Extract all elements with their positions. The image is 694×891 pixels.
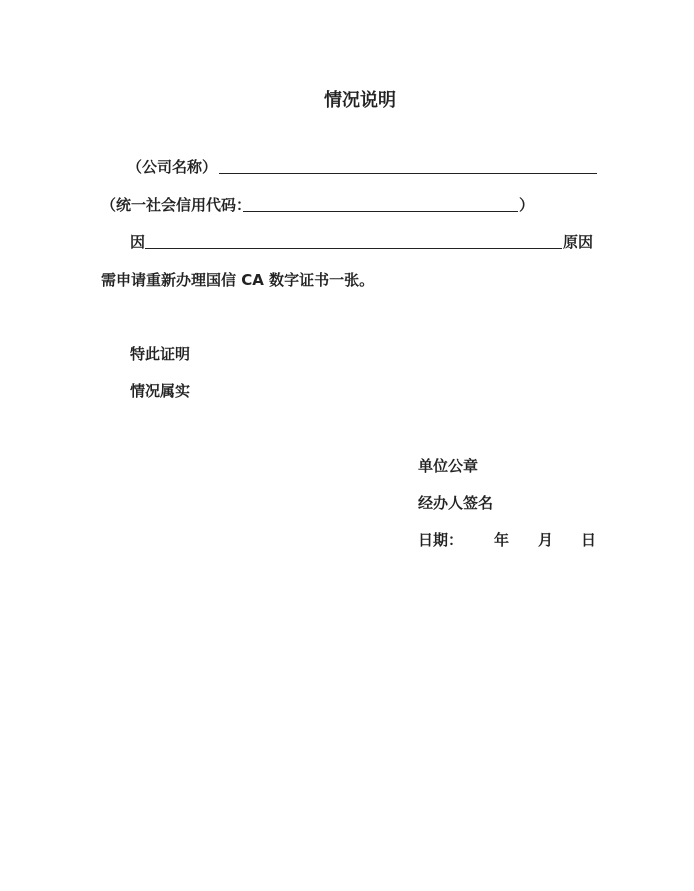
date-label: 日期：	[418, 531, 464, 549]
credit-code-label: （统一社会信用代码：	[101, 196, 252, 214]
reason-suffix: 原因	[563, 233, 594, 251]
document-title: 情况说明	[324, 90, 396, 111]
date-month: 月	[538, 531, 554, 549]
company-name-label: （公司名称）	[127, 158, 218, 176]
certify-text: 特此证明	[130, 345, 191, 363]
signer-label: 经办人签名	[418, 494, 494, 512]
true-statement-text: 情况属实	[130, 382, 191, 400]
company-name-blank[interactable]	[219, 173, 597, 174]
request-text: 需申请重新办理国信 CA 数字证书一张。	[101, 271, 375, 289]
date-year: 年	[494, 531, 510, 549]
credit-code-close: ）	[519, 196, 535, 214]
company-seal-label: 单位公章	[418, 457, 479, 475]
reason-blank[interactable]	[145, 248, 562, 249]
date-day: 日	[581, 531, 597, 549]
reason-prefix: 因	[130, 233, 146, 251]
credit-code-blank[interactable]	[243, 211, 518, 212]
